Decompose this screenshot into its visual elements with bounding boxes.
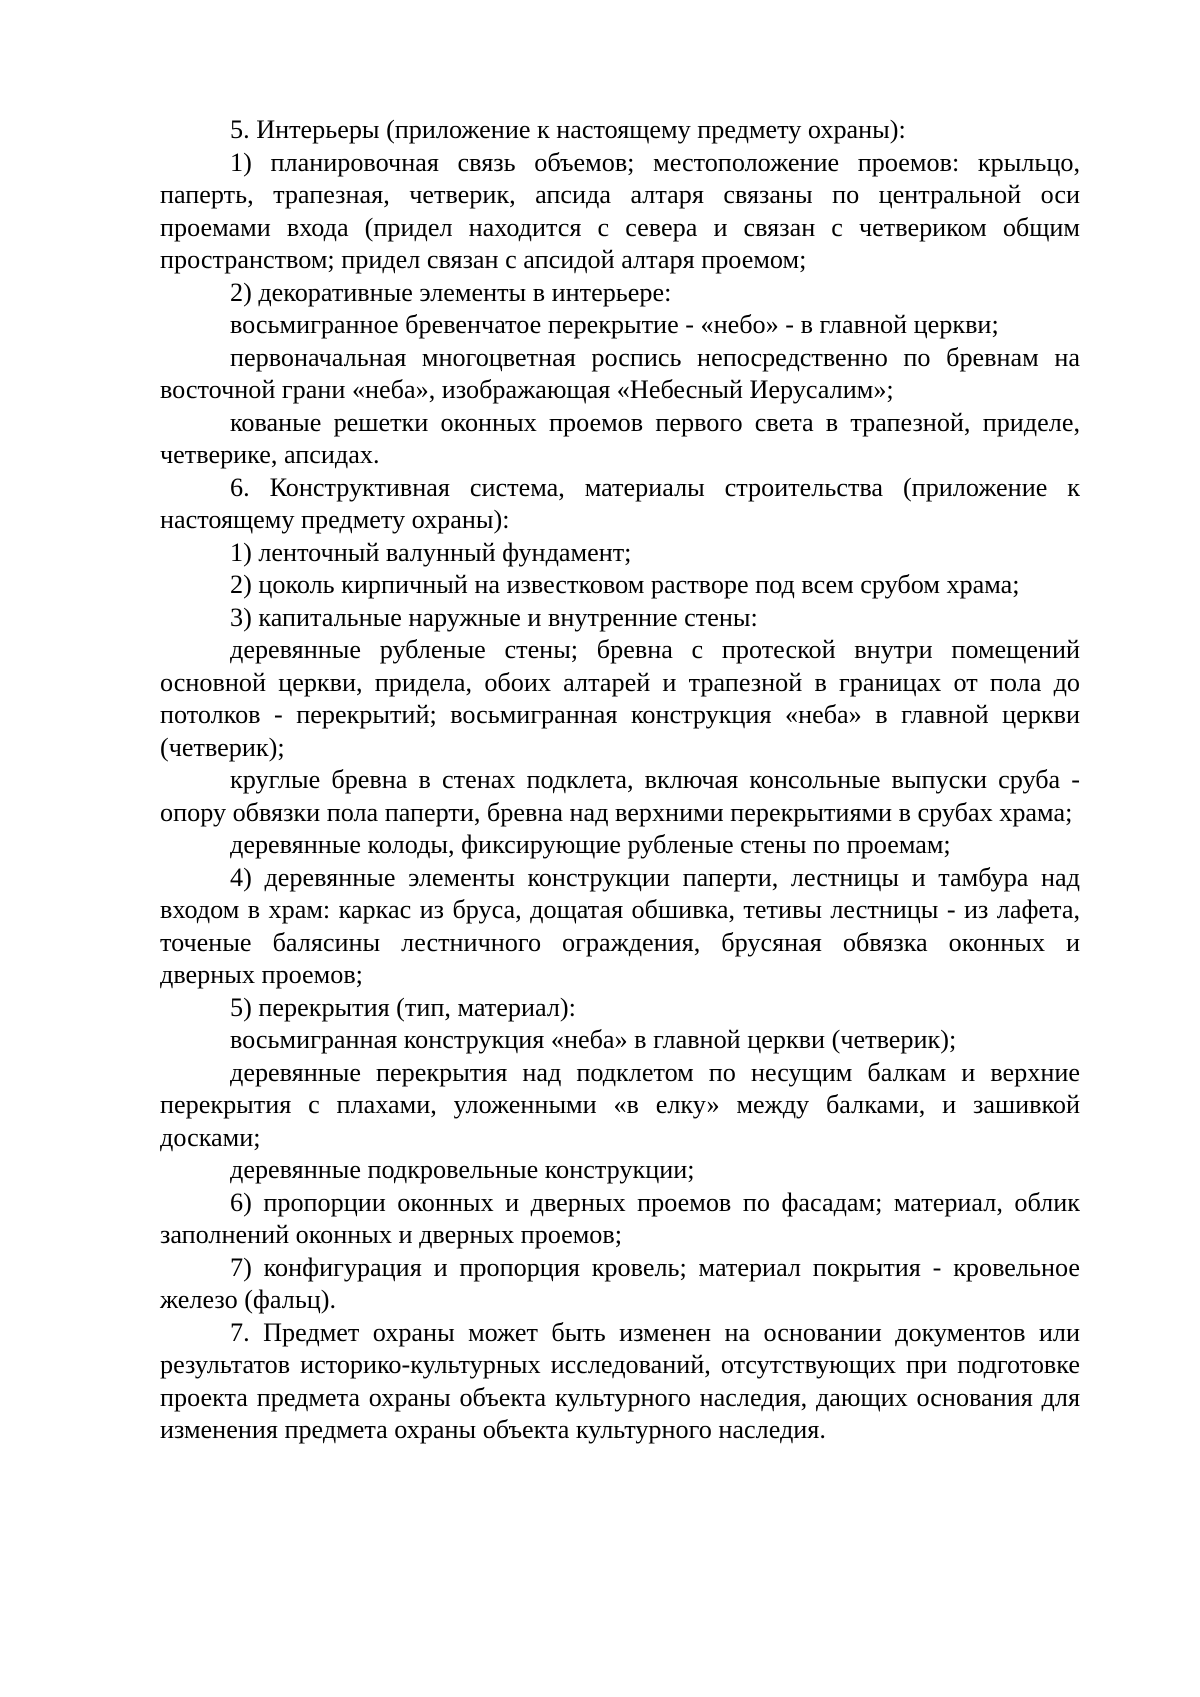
paragraph-structure-item-2: 2) цоколь кирпичный на известковом растворе под всем срубом храма; [230, 570, 1020, 599]
paragraph-wooden-floors: деревянные перекрытия над подклетом по несущим балкам и верхние перекрытия с плахами, уложенными «в елку» между балками, и зашивкой досками; [160, 1057, 1080, 1152]
paragraph-structure-item-1: 1) ленточный валунный фундамент; [230, 537, 632, 567]
paragraph-forged-grilles: кованые решетки оконных проемов первого света в трапезной, приделе, четверике, апсидах. [160, 407, 1080, 469]
paragraph-roof-structures: деревянные подкровельные конструкции; [230, 1155, 695, 1184]
paragraph-original-painting: первоначальная многоцветная роспись непосредственно по бревнам на восточной грани «неба», изображающая «Небесный Иерусалим»; [160, 342, 1080, 404]
paragraph-round-logs: круглые бревна в стенах подклета, включая консольные выпуски сруба - опору обвязки пола паперти, бревна над верхними перекрытиями в срубах храма; [160, 765, 1080, 827]
paragraph-interiors-item-1: 1) планировочная связь объемов; местоположение проемов: крыльцо, паперть, трапезная, четверик, апсида алтаря связаны по центральной оси проемами входа (придел находится с севера и связан с четвериком общим пространством; придел связан с апсидой алтаря проемом; [160, 147, 1080, 274]
paragraph-section-7-changes: 7. Предмет охраны может быть изменен на основании документов или результатов историко-культурных исследований, отсутствующих при подготовке проекта предмета охраны объекта культурного наследия, дающих основания для изменения предмета охраны объекта культурного наследия. [160, 1317, 1080, 1444]
paragraph-section-5-interiors: 5. Интерьеры (приложение к настоящему предмету охраны): [230, 115, 906, 144]
document-body [160, 114, 1080, 1447]
paragraph-structure-item-5: 5) перекрытия (тип, материал): [230, 992, 576, 1022]
paragraph-structure-item-7: 7) конфигурация и пропорция кровель; материал покрытия - кровельное железо (фальц). [160, 1252, 1080, 1314]
paragraph-interiors-item-2: 2) декоративные элементы в интерьере: [230, 277, 672, 307]
paragraph-structure-item-3: 3) капитальные наружные и внутренние стены: [230, 602, 758, 632]
paragraph-section-6-structure: 6. Конструктивная система, материалы строительства (приложение к настоящему предмету охраны): [160, 472, 1080, 534]
paragraph-octagonal-structure: восьмигранная конструкция «неба» в главной церкви (четверик); [230, 1025, 957, 1054]
paragraph-wooden-decks: деревянные колоды, фиксирующие рубленые стены по проемам; [230, 830, 951, 859]
paragraph-log-walls: деревянные рубленые стены; бревна с протеской внутри помещений основной церкви, придела, обоих алтарей и трапезной в границах от пола до потолков - перекрытий; восьмигранная конструкция «неба» в главной церкви (четверик); [160, 635, 1080, 762]
paragraph-octagonal-ceiling: восьмигранное бревенчатое перекрытие - «небо» - в главной церкви; [230, 310, 999, 339]
paragraph-structure-item-6: 6) пропорции оконных и дверных проемов по фасадам; материал, облик заполнений оконных и дверных проемов; [160, 1187, 1080, 1249]
paragraph-structure-item-4: 4) деревянные элементы конструкции паперти, лестницы и тамбура над входом в храм: каркас из бруса, дощатая обшивка, тетивы лестницы - из лафета, точеные балясины лестничного ограждения, брусяная обвязка оконных и дверных проемов; [160, 862, 1080, 989]
